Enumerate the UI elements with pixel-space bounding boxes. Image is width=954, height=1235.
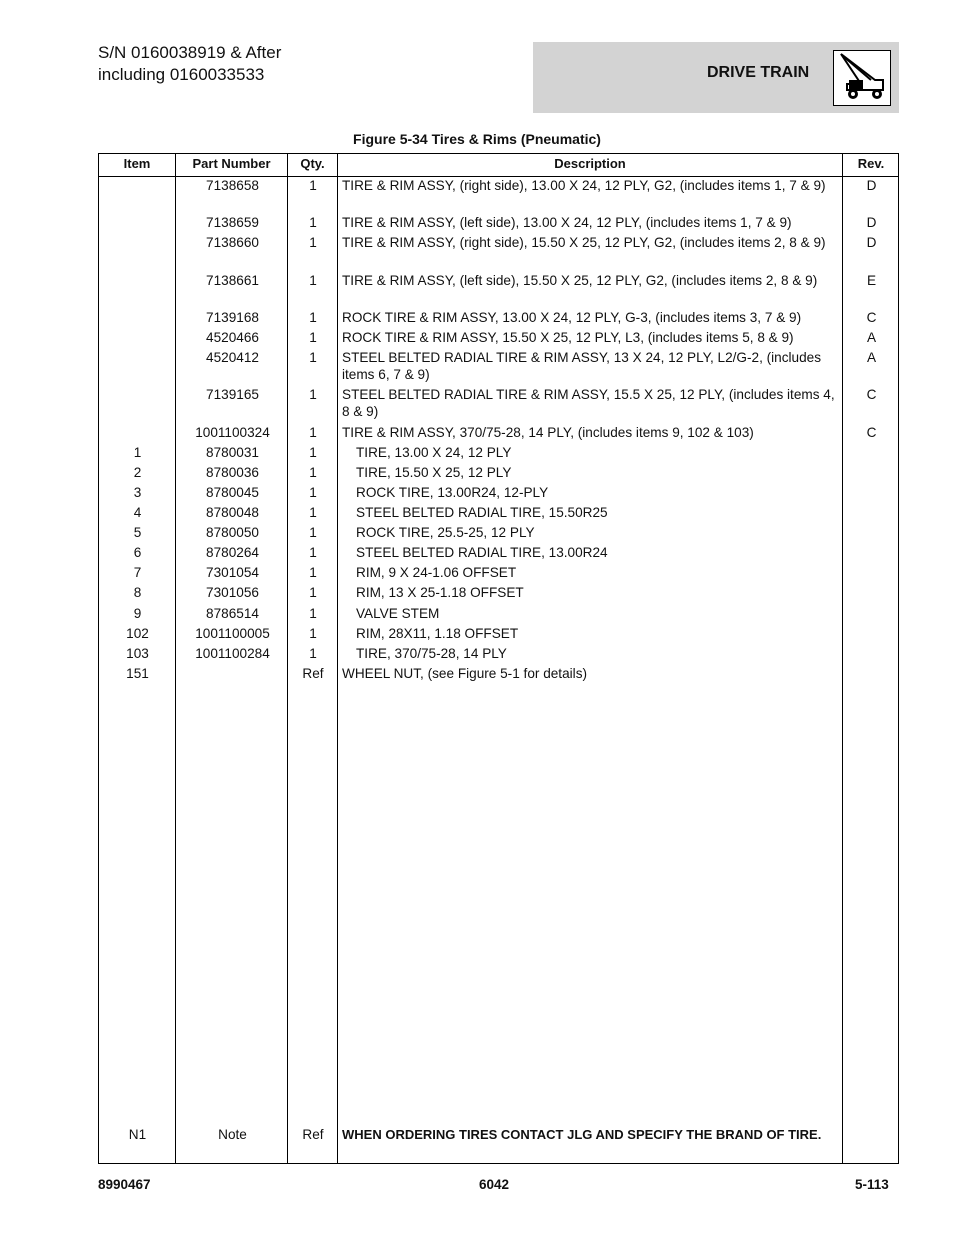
section-title: DRIVE TRAIN (707, 64, 810, 81)
row-item: 8 (133, 585, 142, 600)
column-header-description: Description (554, 156, 626, 171)
row-rev: C (866, 387, 877, 402)
row-description: TIRE, 15.50 X 25, 12 PLY (356, 465, 512, 480)
row-rev: D (866, 215, 877, 230)
row-qty: 1 (309, 485, 317, 500)
row-description: TIRE, 370/75-28, 14 PLY (356, 646, 507, 661)
row-item: 1 (133, 445, 142, 460)
row-qty: 1 (309, 606, 317, 621)
row-description: TIRE & RIM ASSY, (right side), 13.00 X 24, 12 PLY, G2, (includes items 1, 7 & 9) (342, 178, 826, 193)
row-item: 7 (133, 565, 142, 580)
row-description: STEEL BELTED RADIAL TIRE & RIM ASSY, 15.5 X 25, 12 PLY, (includes items 4, 8 & 9) (342, 387, 835, 419)
row-item: 4 (133, 505, 142, 520)
row-qty: 1 (309, 425, 317, 440)
row-part-number: 7301056 (206, 585, 259, 600)
parts-table (98, 153, 899, 1164)
row-description: STEEL BELTED RADIAL TIRE, 13.00R24 (356, 545, 608, 560)
telehandler-icon (833, 50, 891, 106)
row-part-number: 8780045 (206, 485, 259, 500)
serial-number-block (98, 42, 281, 86)
row-part-number: 8786514 (206, 606, 259, 621)
row-part-number: 8780048 (206, 505, 259, 520)
row-qty: 1 (309, 330, 317, 345)
row-part-number: 7139168 (206, 310, 259, 325)
row-rev: A (866, 350, 877, 365)
footer-model: 6042 (479, 1177, 510, 1192)
row-qty: 1 (309, 350, 317, 365)
serial-line-1: S/N 0160038919 & After (98, 43, 282, 62)
row-part-number: 7138659 (206, 215, 259, 230)
row-description: ROCK TIRE, 13.00R24, 12-PLY (356, 485, 549, 500)
row-description: STEEL BELTED RADIAL TIRE & RIM ASSY, 13 X 24, 12 PLY, L2/G-2, (includes items 6, 7 & 9) (342, 350, 822, 382)
row-qty: 1 (309, 505, 317, 520)
note-description: WHEN ORDERING TIRES CONTACT JLG AND SPECIFY THE BRAND OF TIRE. (342, 1127, 822, 1142)
row-part-number: 7139165 (206, 387, 259, 402)
note-part: Note (218, 1127, 247, 1142)
row-qty: 1 (309, 235, 317, 250)
figure-title: Figure 5-34 Tires & Rims (Pneumatic) (353, 131, 601, 147)
note-item: N1 (128, 1127, 147, 1142)
row-description: RIM, 13 X 25-1.18 OFFSET (356, 585, 524, 600)
row-part-number: 4520466 (206, 330, 259, 345)
row-part-number: 8780264 (206, 545, 259, 560)
column-header-item: Item (123, 156, 151, 171)
row-part-number: 8780050 (206, 525, 259, 540)
row-qty: 1 (309, 215, 317, 230)
column-header-part-number: Part Number (192, 156, 271, 171)
row-part-number: 4520412 (206, 350, 259, 365)
row-description: WHEEL NUT, (see Figure 5-1 for details) (342, 666, 588, 681)
row-rev: D (866, 178, 877, 193)
row-description: TIRE & RIM ASSY, (left side), 13.00 X 24, 12 PLY, (includes items 1, 7 & 9) (342, 215, 792, 230)
column-divider (337, 154, 338, 1163)
row-part-number: 1001100324 (195, 425, 270, 440)
row-description: ROCK TIRE & RIM ASSY, 15.50 X 25, 12 PLY, L3, (includes items 5, 8 & 9) (342, 330, 794, 345)
row-qty: Ref (302, 666, 324, 681)
section-header (533, 42, 899, 113)
row-item: 6 (133, 545, 142, 560)
row-qty: 1 (309, 387, 317, 402)
row-rev: C (866, 425, 877, 440)
row-description: RIM, 9 X 24-1.06 OFFSET (356, 565, 517, 580)
row-qty: 1 (309, 310, 317, 325)
row-description: STEEL BELTED RADIAL TIRE, 15.50R25 (356, 505, 608, 520)
row-description: VALVE STEM (356, 606, 440, 621)
row-item: 103 (126, 646, 149, 661)
row-qty: 1 (309, 465, 317, 480)
row-item: 2 (133, 465, 142, 480)
column-header-qty: Qty. (300, 156, 325, 171)
row-qty: 1 (309, 273, 317, 288)
row-rev: A (866, 330, 877, 345)
footer-doc-number: 8990467 (98, 1177, 151, 1192)
row-description: ROCK TIRE & RIM ASSY, 13.00 X 24, 12 PLY, G-3, (includes items 3, 7 & 9) (342, 310, 802, 325)
row-item: 9 (133, 606, 142, 621)
column-header-rev: Rev. (857, 156, 885, 171)
row-part-number: 1001100284 (195, 646, 270, 661)
row-description: TIRE & RIM ASSY, (right side), 15.50 X 25, 12 PLY, G2, (includes items 2, 8 & 9) (342, 235, 826, 250)
row-description: TIRE & RIM ASSY, 370/75-28, 14 PLY, (includes items 9, 102 & 103) (342, 425, 754, 440)
row-item: 3 (133, 485, 142, 500)
row-qty: 1 (309, 545, 317, 560)
row-qty: 1 (309, 178, 317, 193)
row-qty: 1 (309, 525, 317, 540)
row-qty: 1 (309, 585, 317, 600)
row-part-number: 8780036 (206, 465, 259, 480)
row-part-number: 7138661 (206, 273, 259, 288)
row-rev: C (866, 310, 877, 325)
row-rev: E (866, 273, 877, 288)
row-qty: 1 (309, 626, 317, 641)
row-part-number: 7138658 (206, 178, 259, 193)
row-rev: D (866, 235, 877, 250)
row-item: 102 (126, 626, 149, 641)
note-qty: Ref (302, 1127, 324, 1142)
row-item: 5 (133, 525, 142, 540)
row-item: 151 (126, 666, 149, 681)
row-part-number: 8780031 (206, 445, 259, 460)
row-part-number: 7138660 (206, 235, 259, 250)
row-description: ROCK TIRE, 25.5-25, 12 PLY (356, 525, 535, 540)
serial-line-2: including 0160033533 (98, 65, 265, 84)
row-qty: 1 (309, 445, 317, 460)
row-qty: 1 (309, 646, 317, 661)
row-part-number: 7301054 (206, 565, 259, 580)
row-part-number: 1001100005 (195, 626, 270, 641)
footer-page-number: 5-113 (855, 1177, 889, 1192)
row-qty: 1 (309, 565, 317, 580)
row-description: TIRE & RIM ASSY, (left side), 15.50 X 25, 12 PLY, G2, (includes items 2, 8 & 9) (342, 273, 818, 288)
row-description: RIM, 28X11, 1.18 OFFSET (356, 626, 519, 641)
row-description: TIRE, 13.00 X 24, 12 PLY (356, 445, 512, 460)
